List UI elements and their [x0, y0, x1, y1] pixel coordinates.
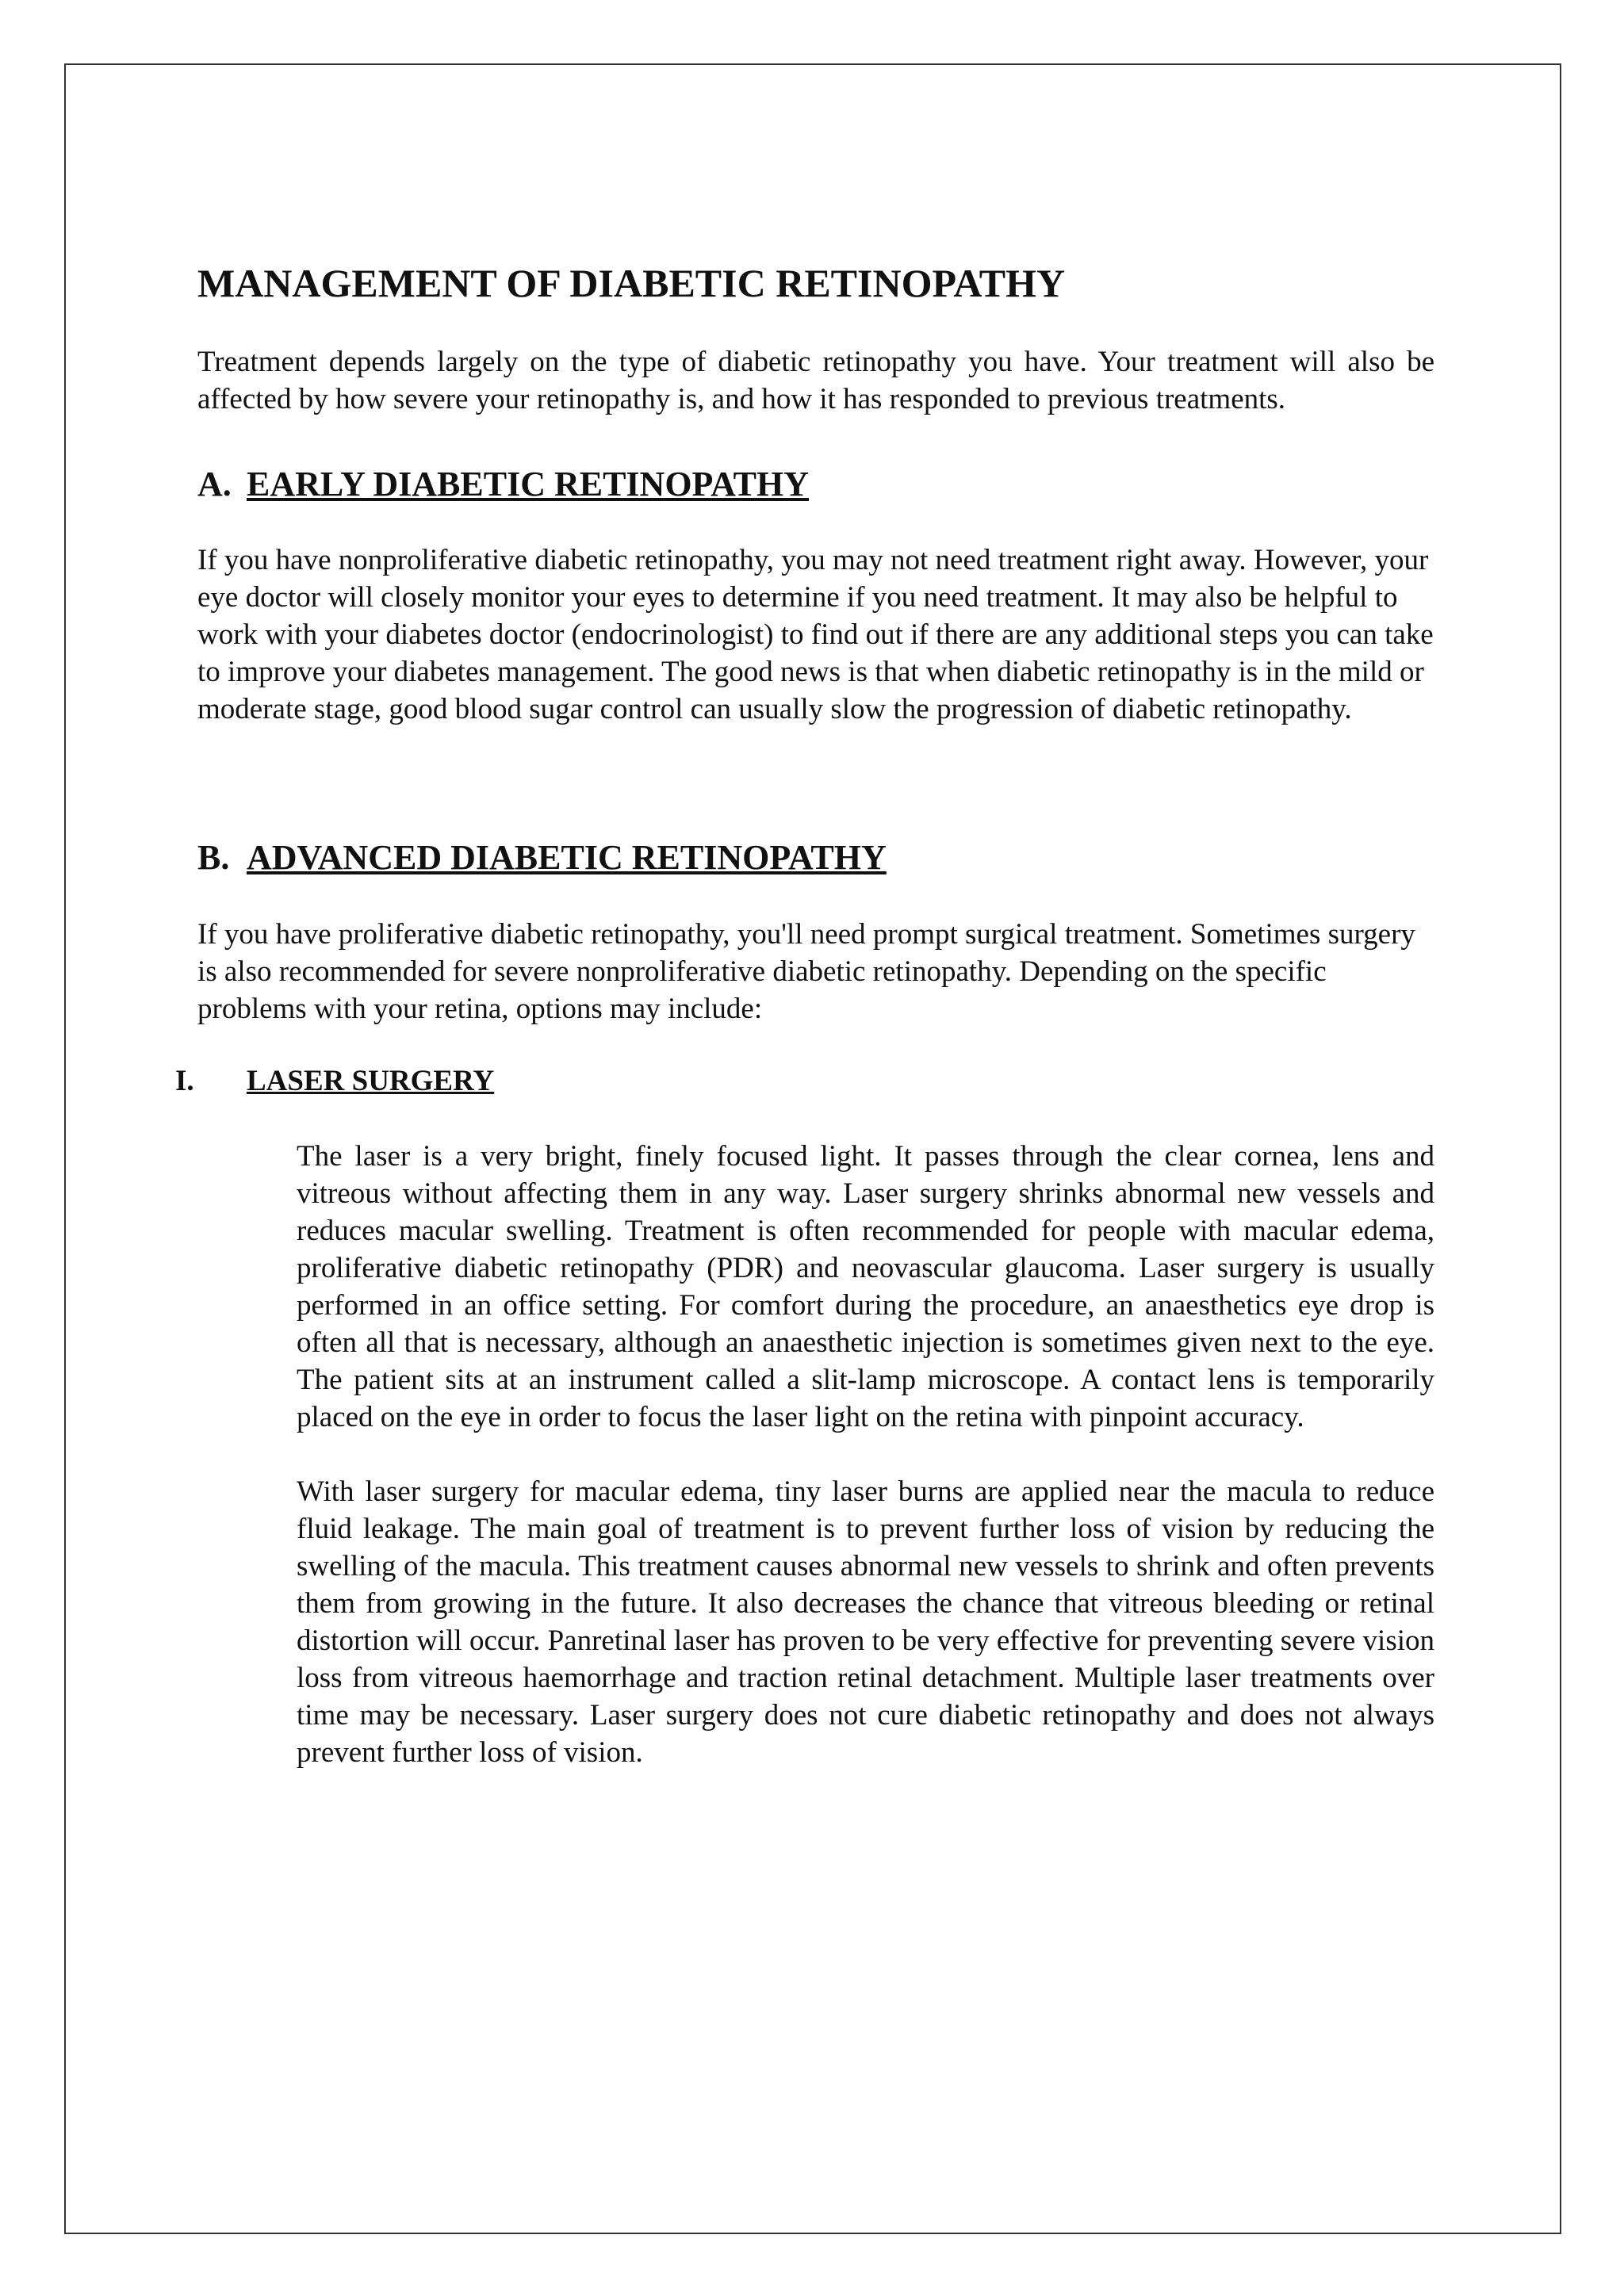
section-b-heading	[197, 839, 1434, 877]
document-title: MANAGEMENT OF DIABETIC RETINOPATHY	[197, 261, 1066, 305]
section-b-paragraph: If you have proliferative diabetic retinopathy, you'll need prompt surgical treatment. Sometimes surgery is also recommended for severe nonproliferative diabetic retinopathy. Depending on the specific problems with your retina, options may include:	[197, 917, 1415, 1025]
laser-surgery-title: LASER SURGERY	[247, 1064, 495, 1097]
laser-surgery-numeral: I.	[175, 1064, 194, 1097]
laser-paragraph-2: With laser surgery for macular edema, tiny laser burns are applied near the macula to reduce fluid leakage. The main goal of treatment is to prevent further loss of vision by reducing the swelling of the macula. This treatment causes abnormal new vessels to shrink and often prevents them from growing in the future. It also decreases the chance that vitreous bleeding or retinal distortion will occur. Panretinal laser has proven to be very effective for preventing severe vision loss from vitreous haemorrhage and traction retinal detachment. Multiple laser treatments over time may be necessary. Laser surgery does not cure diabetic retinopathy and does not always prevent further loss of vision.	[297, 1475, 1434, 1769]
section-a-heading	[197, 465, 1434, 503]
section-a-paragraph: If you have nonproliferative diabetic retinopathy, you may not need treatment right away. However, your eye doctor will closely monitor your eyes to determine if you need treatment. It may also be helpful to work with your diabetes doctor (endocrinologist) to find out if there are any additional steps you can take to improve your diabetes management. The good news is that when diabetic retinopathy is in the mild or moderate stage, good blood sugar control can usually slow the progression of diabetic retinopathy.	[197, 544, 1434, 726]
section-a-title: EARLY DIABETIC RETINOPATHY	[247, 465, 810, 503]
intro-paragraph: Treatment depends largely on the type of diabetic retinopathy you have. Your treatment will also be affected by how severe your retinopathy is, and how it has responded to previous treatments.	[197, 346, 1434, 415]
section-b-letter: B.	[197, 838, 230, 878]
section-b-title: ADVANCED DIABETIC RETINOPATHY	[247, 838, 887, 878]
section-a-letter: A.	[197, 465, 232, 503]
document-body	[175, 261, 1434, 1771]
laser-surgery-heading	[175, 1062, 1434, 1100]
laser-paragraph-1: The laser is a very bright, finely focused light. It passes through the clear cornea, lens and vitreous without affecting them in any way. Laser surgery shrinks abnormal new vessels and reduces macular swelling. Treatment is often recommended for people with macular edema, proliferative diabetic retinopathy (PDR) and neovascular glaucoma. Laser surgery is usually performed in an office setting. For comfort during the procedure, an anaesthetics eye drop is often all that is necessary, although an anaesthetic injection is sometimes given next to the eye. The patient sits at an instrument called a slit-lamp microscope. A contact lens is temporarily placed on the eye in order to focus the laser light on the retina with pinpoint accuracy.	[297, 1139, 1434, 1433]
